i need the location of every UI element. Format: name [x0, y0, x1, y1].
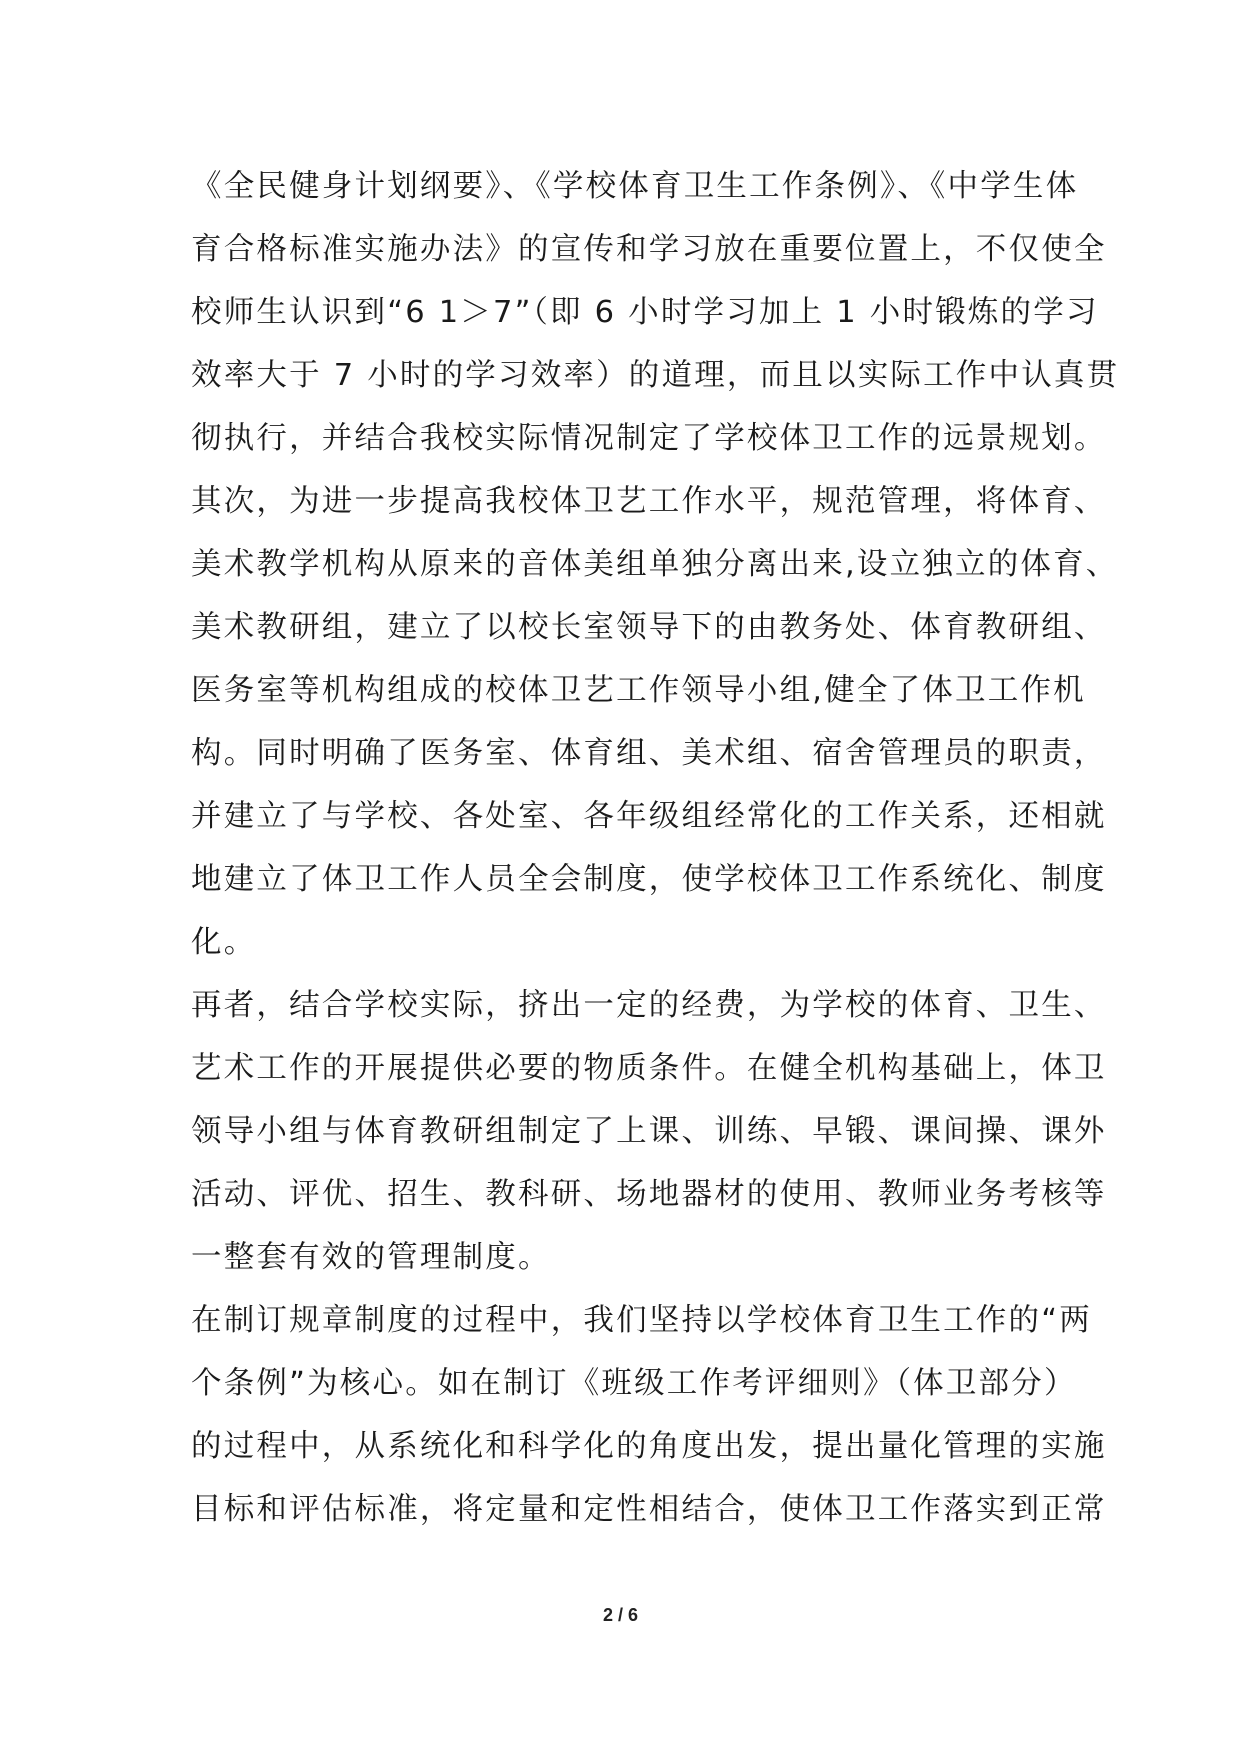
text-line: 《全民健身计划纲要》、《学校体育卫生工作条例》、《中学生体 [191, 169, 1079, 204]
text-line: 一整套有效的管理制度。 [191, 1240, 551, 1275]
text-line: 其次，为进一步提高我校体卫艺工作水平，规范管理，将体育、 [191, 484, 1107, 519]
text-line: 育合格标准实施办法》的宣传和学习放在重要位置上，不仅使全 [191, 232, 1107, 267]
text-line: 美术教学机构从原来的音体美组单独分离出来,设立独立的体育、 [191, 547, 1119, 582]
text-line: 个条例”为核心。如在制订《班级工作考评细则》（体卫部分） [191, 1366, 1077, 1401]
body-text [191, 155, 1120, 1541]
text-line: 医务室等机构组成的校体卫艺工作领导小组,健全了体卫工作机 [191, 673, 1086, 708]
text-line: 领导小组与体育教研组制定了上课、训练、早锻、课间操、课外 [191, 1114, 1107, 1149]
text-line: 艺术工作的开展提供必要的物质条件。在健全机构基础上，体卫 [191, 1051, 1107, 1086]
text-line: 活动、评优、招生、教科研、场地器材的使用、教师业务考核等 [191, 1177, 1107, 1212]
text-line: 化。 [191, 925, 257, 960]
text-line: 美术教研组，建立了以校长室领导下的由教务处、体育教研组、 [191, 610, 1107, 645]
text-line: 目标和评估标准，将定量和定性相结合，使体卫工作落实到正常 [191, 1492, 1107, 1527]
text-line: 彻执行，并结合我校实际情况制定了学校体卫工作的远景规划。 [191, 421, 1107, 456]
page-number: 2 / 6 [602, 1605, 639, 1625]
text-line: 再者，结合学校实际，挤出一定的经费，为学校的体育、卫生、 [191, 988, 1107, 1023]
text-line: 校师生认识到“6 1＞7”（即 6 小时学习加上 1 小时锻炼的学习 [191, 295, 1099, 330]
text-line: 效率大于 7 小时的学习效率）的道理，而且以实际工作中认真贯 [191, 358, 1120, 393]
text-line: 的过程中，从系统化和科学化的角度出发，提出量化管理的实施 [191, 1429, 1107, 1464]
text-line: 地建立了体卫工作人员全会制度，使学校体卫工作系统化、制度 [191, 862, 1107, 897]
text-line: 在制订规章制度的过程中，我们坚持以学校体育卫生工作的“两 [191, 1303, 1092, 1338]
text-line: 构。同时明确了医务室、体育组、美术组、宿舍管理员的职责， [191, 736, 1107, 771]
text-line: 并建立了与学校、各处室、各年级组经常化的工作关系，还相就 [191, 799, 1107, 834]
